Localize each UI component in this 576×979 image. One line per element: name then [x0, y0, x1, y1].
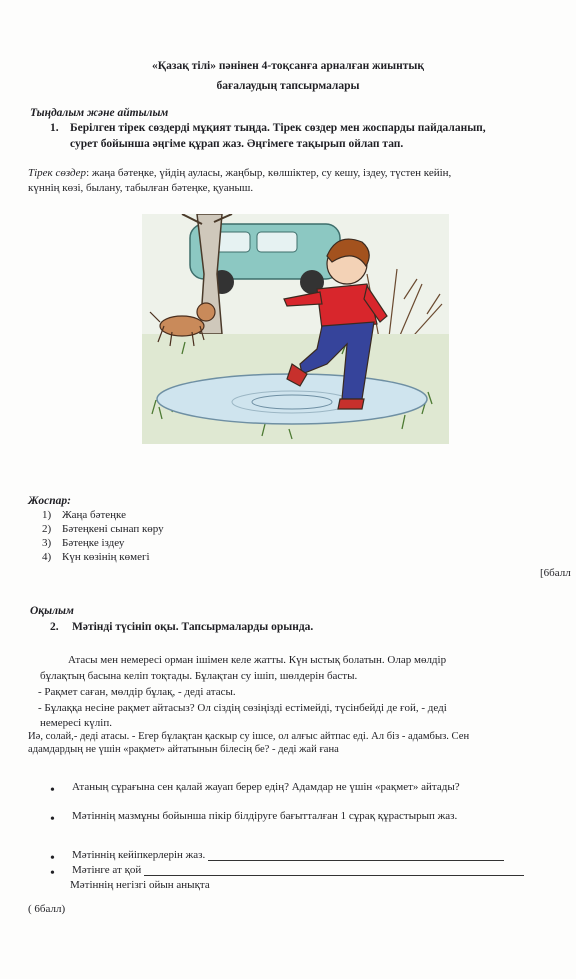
text-line-1: Атасы мен немересі орман ішімен келе жатты. Күн ыстық болатын. Олар мөлдір	[68, 654, 447, 666]
keywords-line1	[28, 167, 451, 179]
bullet-icon: •	[50, 851, 55, 866]
doc-title-line2: бағалаудың тапсырмалары	[216, 80, 360, 92]
bullet-icon: •	[50, 812, 55, 827]
keywords-label: Тірек сөздер	[28, 167, 87, 179]
reading-score: ( 6балл)	[28, 903, 66, 915]
answer-line[interactable]	[208, 850, 504, 861]
task1-number: 1.	[50, 122, 59, 134]
plan-item-number: 3)	[42, 537, 52, 549]
plan-heading: Жоспар:	[28, 495, 71, 507]
task-title-label: Мәтінге ат қой	[72, 864, 142, 876]
plan-score: [6балл	[540, 567, 571, 579]
task-main-idea: Мәтіннің негізгі ойын анықта	[70, 879, 210, 891]
plan-item-1: Жаңа бәтеңке	[62, 509, 126, 521]
listening-heading: Тыңдалым және айтылым	[30, 107, 169, 119]
plan-item-number: 1)	[42, 509, 52, 521]
text-line-5: немересі күліп.	[40, 717, 112, 729]
plan-item-number: 4)	[42, 551, 52, 563]
text-line-4: - Бұлаққа несіне рақмет айтасыз? Ол сіздің сөзіңізді естімейді, түсінбейді де ғой, - деді	[38, 702, 447, 714]
task-characters	[72, 849, 504, 861]
question-2: Мәтіннің мазмұны бойынша пікір білдіруге бағытталған 1 сұрақ құрастырып жаз.	[72, 810, 458, 822]
task-characters-label: Мәтіннің кейіпкерлерін жаз.	[72, 849, 206, 861]
text-line-2: бұлақтың басына келіп тоқтады. Бұлақтан су ішіп, шөлдерін басты.	[40, 670, 358, 682]
task-title	[72, 864, 524, 876]
keywords-line2: күннің көзі, былану, табылған бәтеңке, қуаныш.	[28, 182, 254, 194]
bullet-icon: •	[50, 866, 55, 881]
plan-item-2: Бәтеңкені сынап көру	[62, 523, 164, 535]
text-line-3: - Рақмет саған, мөлдір бұлақ, - деді атасы.	[38, 686, 236, 698]
text-line-6: Иә, солай,- деді атасы. - Егер бұлақтан қаскыр су ішсе, ол алғыс айтпас еді. Ал біз - адамбыз. Сен	[28, 731, 470, 742]
illustration-svg	[142, 214, 449, 444]
reading-heading: Оқылым	[30, 605, 74, 617]
task2-number: 2.	[50, 621, 59, 633]
task1-line2: сурет бойынша әңгіме құрап жаз. Әңгімеге тақырып ойлап тап.	[70, 138, 404, 150]
plan-item-3: Бәтеңке іздеу	[62, 537, 125, 549]
bullet-icon: •	[50, 783, 55, 798]
question-1: Атаның сұрағына сен қалай жауап берер едің? Адамдар не үшін «рақмет» айтады?	[72, 781, 460, 793]
task2-text: Мәтінді түсініп оқы. Тапсырмаларды орында.	[72, 621, 314, 633]
plan-item-4: Күн көзінің көмегі	[62, 551, 150, 563]
illustration-boy-in-puddle	[142, 214, 449, 444]
keywords-text: : жаңа бәтеңке, үйдің ауласы, жаңбыр, көлшіктер, су кешу, іздеу, түстен кейін,	[86, 167, 452, 179]
task1-line1: Берілген тірек сөздерді мұқият тыңда. Тірек сөздер мен жоспарды пайдаланып,	[70, 122, 486, 134]
answer-line[interactable]	[144, 865, 524, 876]
doc-title-line1: «Қазақ тілі» пәнінен 4-тоқсанға арналған жиынтық	[152, 60, 424, 72]
text-line-7: адамдардың не үшін «рақмет» айтатынын білесің бе? - деді жай ғана	[28, 744, 339, 755]
plan-item-number: 2)	[42, 523, 52, 535]
